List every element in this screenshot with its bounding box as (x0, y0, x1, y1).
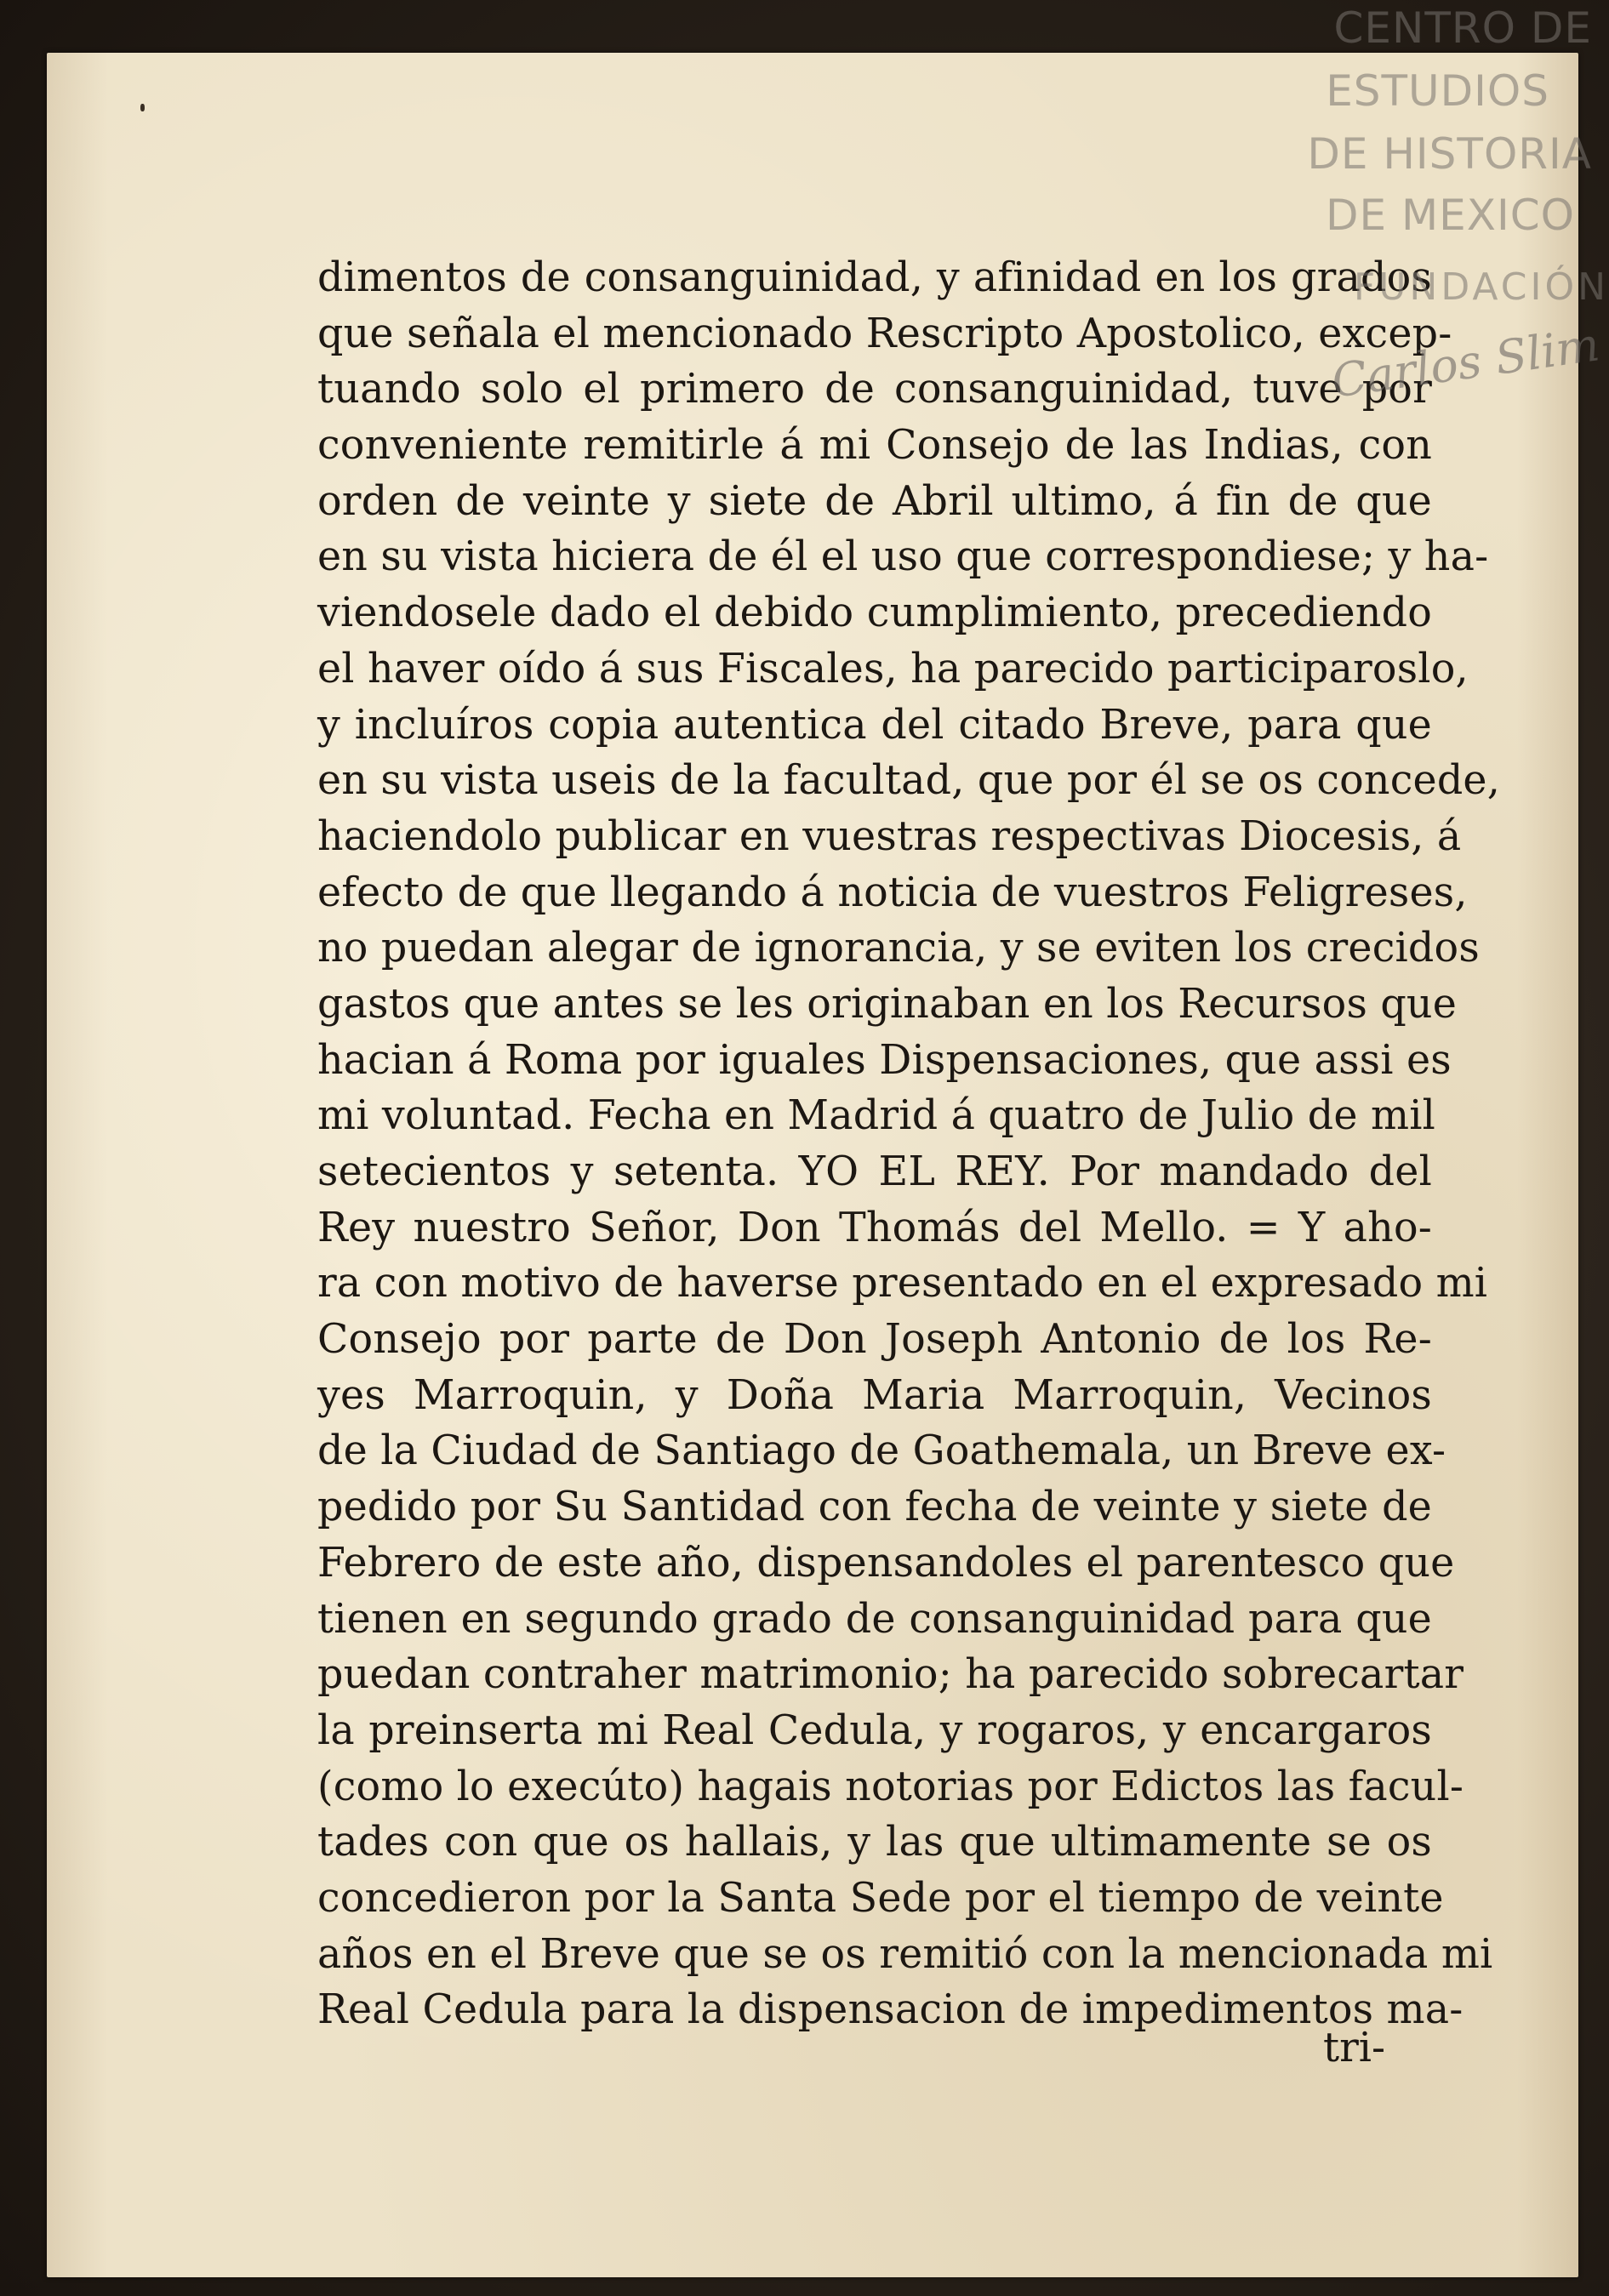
text-line: tuando solo el primero de consanguinidad, tuve por (317, 366, 1432, 413)
text-line: y incluíros copia autentica del citado Breve, para que (317, 701, 1432, 749)
text-line: viendosele dado el debido cumplimiento, precediendo (317, 590, 1432, 637)
text-line: el haver oído á sus Fiscales, ha parecido participaroslo, (317, 645, 1469, 692)
text-line: concedieron por la Santa Sede por el tiempo de veinte (317, 1874, 1444, 1922)
watermark-signature: Carlos Slim (1328, 317, 1603, 408)
text-line: años en el Breve que se os remitió con la mencionada mi (317, 1930, 1493, 1978)
text-line: gastos que antes se les originaban en los Recursos que (317, 980, 1458, 1028)
text-line: pedido por Su Santidad con fecha de veinte y siete de (317, 1484, 1432, 1531)
watermark-line: FUNDACIÓN (1353, 265, 1609, 309)
text-line: tienen en segundo grado de consanguinidad para que (317, 1595, 1432, 1643)
text-line: en su vista useis de la facultad, que por él se os concede, (317, 757, 1501, 805)
text-line: no puedan alegar de ignorancia, y se eviten los crecidos (317, 925, 1480, 972)
watermark-line: DE MEXICO (1326, 191, 1575, 240)
text-line: hacian á Roma por iguales Dispensaciones, que assi es (317, 1036, 1452, 1084)
archive-watermark (1307, 0, 1609, 408)
watermark-line: CENTRO DE (1333, 3, 1592, 53)
text-line: orden de veinte y siete de Abril ultimo, á fin de que (317, 477, 1432, 525)
text-line: que señala el mencionado Rescripto Apostolico, excep- (317, 310, 1452, 357)
text-line: efecto de que llegando á noticia de vuestros Feligreses, (317, 869, 1468, 916)
watermark-line: DE HISTORIA (1307, 129, 1592, 179)
text-line: dimentos de consanguinidad, y afinidad en los grados (317, 254, 1432, 301)
text-line: setecientos y setenta. YO EL REY. Por mandado del (317, 1148, 1432, 1195)
text-line: puedan contraher matrimonio; ha parecido sobrecartar (317, 1651, 1464, 1699)
watermark-line: ESTUDIOS (1326, 66, 1549, 116)
text-line: Real Cedula para la dispensacion de impedimentos ma- (317, 1986, 1464, 2034)
text-line: haciendolo publicar en vuestras respectivas Diocesis, á (317, 812, 1462, 860)
text-line: en su vista hiciera de él el uso que correspondiese; y ha- (317, 533, 1489, 581)
text-line: Rey nuestro Señor, Don Thomás del Mello. = Y aho- (317, 1204, 1432, 1251)
text-line: conveniente remitirle á mi Consejo de las Indias, con (317, 422, 1432, 470)
ink-speck (140, 104, 145, 111)
text-line: la preinserta mi Real Cedula, y rogaros, y encargaros (317, 1706, 1432, 1754)
catchword: tri- (1323, 2025, 1386, 2071)
text-line: mi voluntad. Fecha en Madrid á quatro de Julio de mil (317, 1092, 1435, 1140)
text-line: tades con que os hallais, y las que ultimamente se os (317, 1819, 1432, 1866)
text-line: Febrero de este año, dispensandoles el parentesco que (317, 1539, 1455, 1587)
text-line: ra con motivo de haverse presentado en el expresado mi (317, 1260, 1488, 1308)
text-line: Consejo por parte de Don Joseph Antonio de los Re- (317, 1316, 1432, 1364)
text-line: de la Ciudad de Santiago de Goathemala, un Breve ex- (317, 1427, 1446, 1475)
text-line: yes Marroquin, y Doña Maria Marroquin, Vecinos (317, 1371, 1432, 1419)
text-line: (como lo execúto) hagais notorias por Edictos las facul- (317, 1763, 1464, 1810)
